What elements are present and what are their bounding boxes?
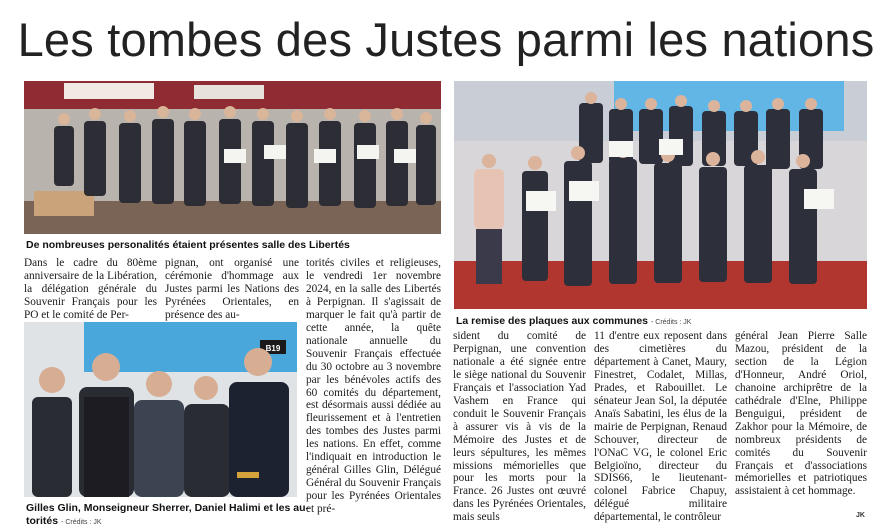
article-col-4-text: sident du comité de Perpignan, une convention nationale a été signée entre le siège national du Souvenir Français et l'association Yad Vashem en France qui conduit le Souvenir Français à assurer vis à vis de la Mémoire des Justes et de leurs sépultures, les mêmes missions mémorielles que pour les morts pour la France. 26 Justes ont œuvré dans les Pyrénées Orientales, mais seuls xyxy=(453,330,586,523)
article-col-3 xyxy=(306,257,441,523)
article-col-5-text: 11 d'entre eux reposent dans des cimetières du département à Canet, Maury, Finestret, Codalet, Millas, Prades, et Rabouillet. Le sénateur Jean Sol, la députée Anaïs Sabatini, les élus de la mairie de Perpignan, Renaud Schouver, directeur de l'ONaC VG, le colonel Eric Belgioïno, directeur du SDIS66, le lieutenant-colonel Fabrice Chapuy, délégué militaire départemental, le contrôleur xyxy=(594,330,727,523)
photo-officials xyxy=(24,322,297,497)
article-col-1 xyxy=(24,257,157,321)
byline: JK xyxy=(856,512,865,519)
caption-top-right xyxy=(456,315,876,329)
caption-bottom-left-line2: torités xyxy=(26,515,59,527)
caption-bottom-left xyxy=(26,502,316,529)
photo-group-salle-des-libertes xyxy=(24,81,441,234)
article-col-6-text: général Jean Pierre Salle Mazou, président de la section de la Légion d'Honneur, André Oriol, chanoine archiprêtre de la cathédrale d'Elne, Philippe Benguigui, président de Zakhor pour la Mémoire, de nombreux présidents de comités du Souvenir Français et d'associations mémorielles et patriotiques assistaient à cet hommage. xyxy=(735,330,867,498)
article-col-6 xyxy=(735,330,867,510)
article-col-4 xyxy=(453,330,586,523)
article-col-1-text: Dans le cadre du 80ème anniversaire de la Libération, la délégation générale du Souvenir Français pour les PO et le comité de Per- xyxy=(24,257,157,321)
article-col-2-text: pignan, ont organisé une cérémonie d'hommage aux Justes parmi les Nations des Pyrénées Orientales, en présence des au- xyxy=(165,257,299,321)
caption-top-left: De nombreuses personalités étaient présentes salle des Libertés xyxy=(26,239,350,251)
caption-bottom-left-line1: Gilles Glin, Monseigneur Sherrer, Daniel Halimi et les au- xyxy=(26,502,310,514)
credit-top-right: - Crédits : JK xyxy=(651,319,692,326)
article-col-3-text: torités civiles et religieuses, le vendredi 1er novembre 2024, en la salle des Libertés à Perpignan. Il s'agissait de marquer le fait qu'à partir de cette année, la quête nationale annuelle du Souvenir Français effectuée du 30 octobre au 3 novembre par les bénévoles actifs des 60 comités du département, est désormais aussi dédiée au fleurissement et à l'entretien des tombes des Justes parmi les nations. En effet, comme l'indiquait en introduction le général Gilles Glin, Délégué Général du Souvenir Français pour les Pyrénées Orientales et pré- xyxy=(306,257,441,516)
photo-remise-des-plaques xyxy=(454,81,867,309)
caption-top-right-text: La remise des plaques aux communes xyxy=(456,315,648,327)
article-col-5 xyxy=(594,330,727,523)
article-col-2 xyxy=(165,257,299,321)
headline: Les tombes des Justes parmi les nations xyxy=(17,13,875,66)
credit-bottom-left: - Crédits : JK xyxy=(61,519,102,526)
screen-label: B19 xyxy=(265,344,281,353)
